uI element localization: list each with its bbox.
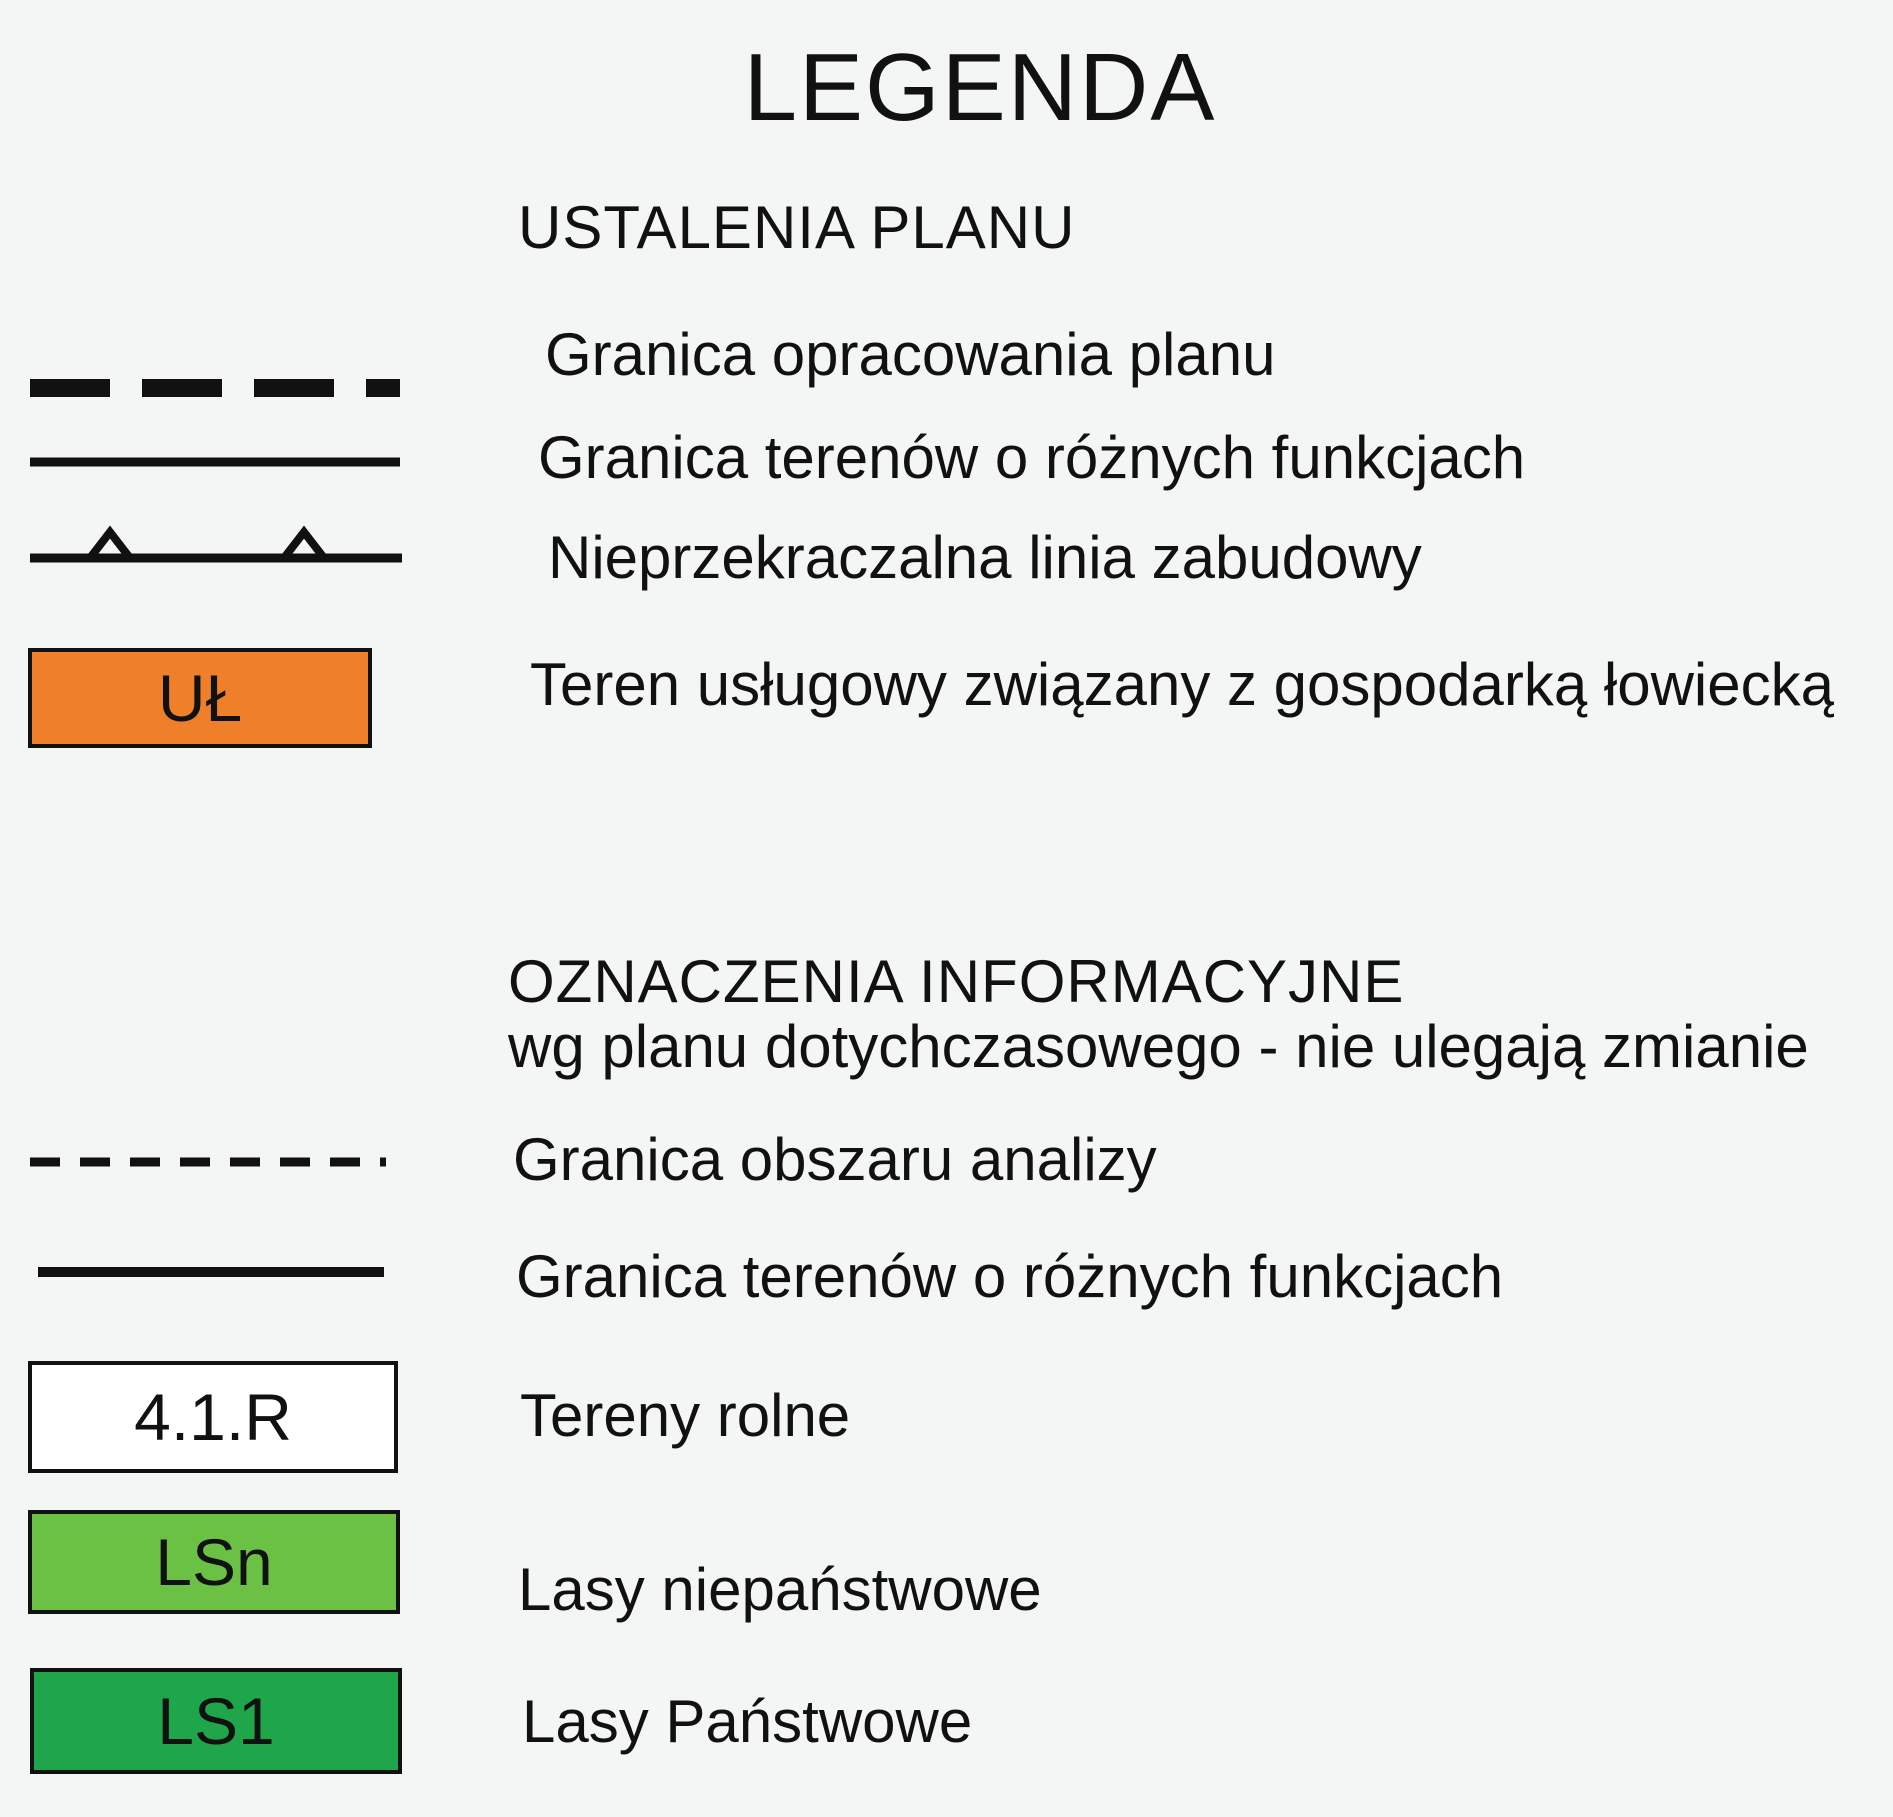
- legend-label-agricultural: Tereny rolne: [520, 1382, 851, 1449]
- swatch-code: UŁ: [157, 661, 243, 735]
- thin-dashed-line-symbol: [30, 1152, 400, 1172]
- legend-label-plan-boundary: Granica opracowania planu: [545, 321, 1276, 388]
- section-heading-info: OZNACZENIA INFORMACYJNE: [508, 948, 1405, 1015]
- thick-dashed-line-symbol: [30, 376, 410, 400]
- swatch-agricultural: [28, 1361, 398, 1473]
- legend-label-service-area: Teren usługowy związany z gospodarką łowiecką: [530, 651, 1835, 718]
- swatch-code: LSn: [155, 1525, 273, 1599]
- swatch-code: LS1: [157, 1684, 275, 1758]
- swatch-service-area: [28, 648, 372, 748]
- solid-line-symbol: [30, 452, 410, 472]
- swatch-private-forest: [28, 1510, 400, 1614]
- legend-label-function-boundary-2: Granica terenów o różnych funkcjach: [516, 1243, 1504, 1310]
- section-heading-plan: USTALENIA PLANU: [518, 194, 1076, 261]
- solid-line-symbol-2: [38, 1262, 398, 1282]
- legend-label-analysis-boundary: Granica obszaru analizy: [513, 1126, 1157, 1193]
- legend-label-building-line: Nieprzekraczalna linia zabudowy: [548, 524, 1422, 591]
- swatch-state-forest: [30, 1668, 402, 1774]
- legend-label-function-boundary: Granica terenów o różnych funkcjach: [538, 424, 1526, 491]
- legend-title: LEGENDA: [743, 34, 1217, 141]
- swatch-code: 4.1.R: [134, 1380, 292, 1454]
- section-subheading-info: wg planu dotychczasowego - nie ulegają zmianie: [508, 1013, 1809, 1080]
- legend-label-private-forest: Lasy niepaństwowe: [518, 1556, 1042, 1623]
- legend-label-state-forest: Lasy Państwowe: [522, 1688, 973, 1755]
- building-line-symbol: [30, 518, 410, 568]
